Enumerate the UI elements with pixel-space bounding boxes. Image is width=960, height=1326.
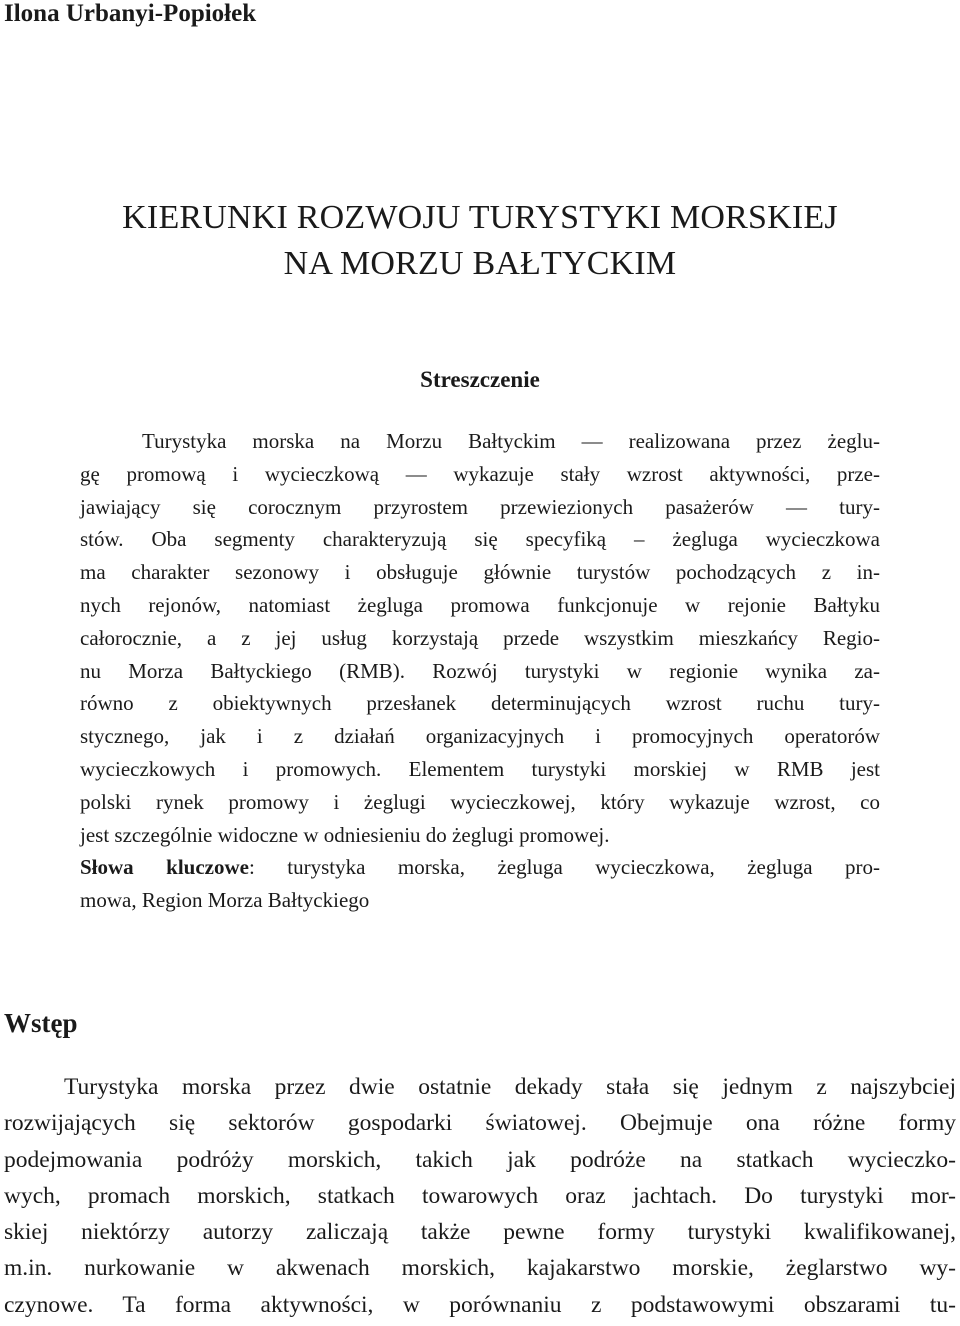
article-title	[0, 195, 960, 287]
body-line: podejmowania podróży morskich, takich jak podróże na statkach wycieczko-	[4, 1146, 956, 1173]
keywords-text: : turystyka morska, żegluga wycieczkowa, żegluga pro-	[248, 855, 880, 880]
abstract-line: jawiający się corocznym przyrostem przewiezionych pasażerów — tury-	[80, 494, 880, 519]
abstract-heading: Streszczenie	[420, 367, 540, 392]
abstract-line: Turystyka morska na Morzu Bałtyckim — realizowana przez żeglu-	[142, 429, 880, 453]
section-heading: Wstęp	[4, 1008, 78, 1038]
abstract-body	[80, 425, 880, 917]
abstract-line: stycznego, jak i z działań organizacyjnych i promocyjnych operatorów	[80, 724, 880, 749]
body-line: Turystyka morska przez dwie ostatnie dekady stała się jednym z najszybciej	[64, 1074, 956, 1100]
title-line-1: KIERUNKI ROZWOJU TURYSTYKI MORSKIEJ	[122, 199, 838, 236]
keywords-line	[80, 851, 880, 884]
abstract-line: nych rejonów, natomiast żegluga promowa funkcjonuje w rejonie Bałtyku	[80, 592, 880, 617]
keywords-label: Słowa kluczowe	[80, 855, 249, 880]
abstract-line: równo z obiektywnych przesłanek determinujących wzrost ruchu tury-	[80, 691, 880, 716]
abstract-line: gę promową i wycieczkową — wykazuje stały wzrost aktywności, prze-	[80, 461, 880, 486]
abstract-line: całorocznie, a z jej usług korzystają przede wszystkim mieszkańcy Regio-	[80, 625, 880, 650]
author-name: Ilona Urbanyi-Popiołek	[4, 0, 257, 27]
body-line: skiej niektórzy autorzy zaliczają także pewne formy turystyki kwalifikowanej,	[4, 1219, 956, 1246]
abstract-line: nu Morza Bałtyckiego (RMB). Rozwój turystyki w regionie wynika za-	[80, 658, 880, 683]
section-body	[4, 1069, 956, 1323]
body-line: czynowe. Ta forma aktywności, w porównaniu z podstawowymi obszarami tu-	[4, 1291, 956, 1318]
keywords-line-continued: mowa, Region Morza Bałtyckiego	[80, 888, 370, 913]
body-line: m.in. nurkowanie w akwenach morskich, kajakarstwo morskie, żeglarstwo wy-	[4, 1255, 956, 1282]
abstract-line: stów. Oba segmenty charakteryzują się specyfiką – żegluga wycieczkowa	[80, 527, 880, 552]
abstract-line: wycieczkowych i promowych. Elementem turystyki morskiej w RMB jest	[80, 756, 880, 781]
abstract-line: ma charakter sezonowy i obsługuje głównie turystów pochodzących z in-	[80, 560, 880, 585]
title-line-2: NA MORZU BAŁTYCKIM	[283, 245, 677, 282]
abstract-line: jest szczególnie widoczne w odniesieniu do żeglugi promowej.	[80, 822, 610, 847]
body-line: rozwijających się sektorów gospodarki światowej. Obejmuje ona różne formy	[4, 1110, 956, 1137]
body-line: wych, promach morskich, statkach towarowych oraz jachtach. Do turystyki mor-	[4, 1182, 956, 1209]
abstract-line: polski rynek promowy i żeglugi wycieczkowej, który wykazuje wzrost, co	[80, 789, 880, 814]
